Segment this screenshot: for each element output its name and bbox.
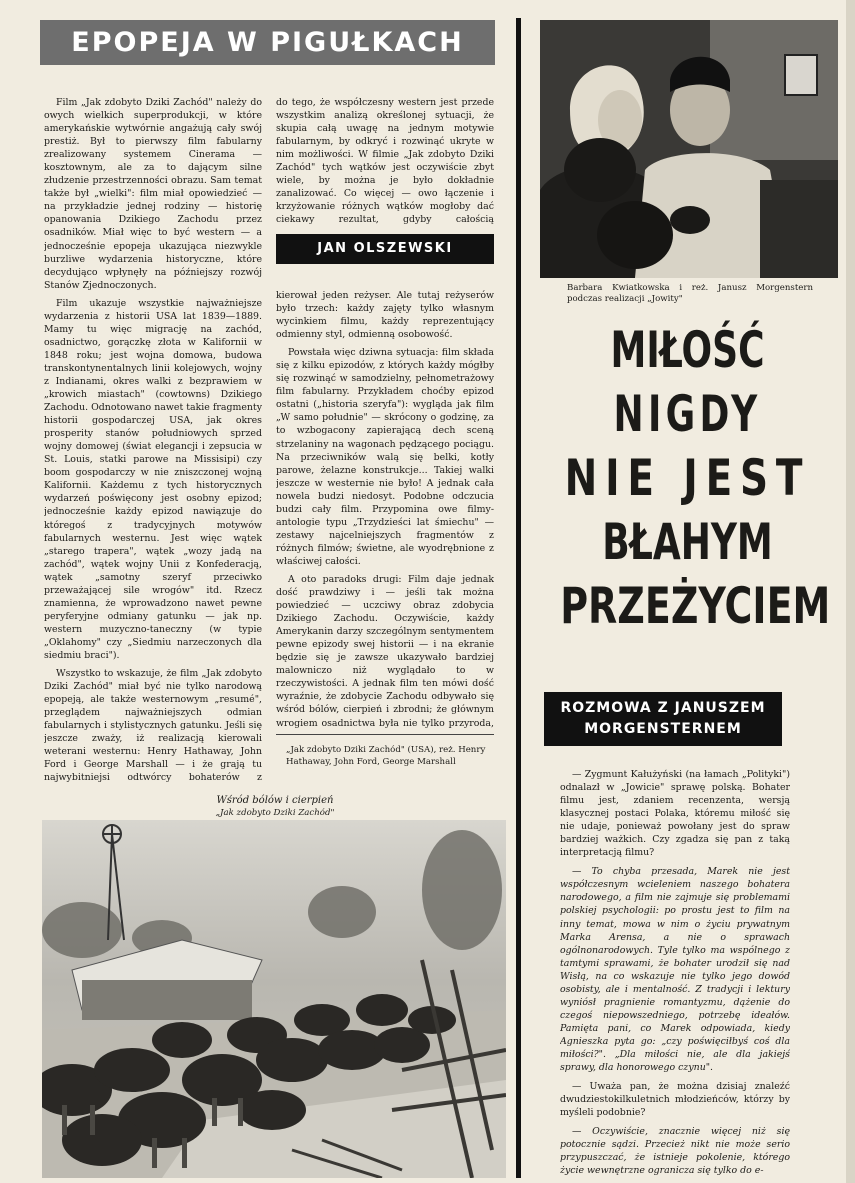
interview-answer: — To chyba przesada, Marek nie jest współczesnym wcieleniem naszego bohatera narodowego, a film nie zajmuje się problemami polskiej psychologii: po prostu jest to film na inny temat, mowa w nim o życiu prywatnym Marka Arensa, a nie o sprawach ogólnonarodowych. Tyle tylko ma wspólnego z tamtymi sprawami, że bohater urodził się nad Wisłą, na co wskazuje nie tylko jego dowód osobisty, ale i mentalność. Z tradycji i lektury wyniósł pragnienie romantyzmu, dążenie do czegoś niepowszedniego, potrzebę ideałów. Pamięta pani, co Marek odpowiada, kiedy Agnieszka pyta go: „czy poświęciłbyś coś dla miłości?". „Dla miłości nie, ale dla jakiejś sprawy, dla honorowego czynu". [560,866,790,1074]
photo-caption-subtitle: „Jak zdobyto Dziki Zachód" [215,808,335,818]
paragraph: kierował jeden reżyser. Ale tutaj reżyserów było trzech: każdy zajęty tylko własnym wycinkiem filmu, każdy reprezentujący odmienny styl, odmienną osobowość. [276,290,494,341]
interview-answer: — Oczywiście, znacznie więcej niż się potocznie sądzi. Przecież nikt nie może serio przypuszczać, że istnieje pokolenie, którego życie wewnętrzne ogranicza się tylko do e- [560,1126,790,1177]
headline-line: NIGDY [613,385,762,443]
paragraph: Film „Jak zdobyto Dziki Zachód" należy do owych wielkich superprodukcji, w które amerykańskie wytwórnie angażują cały swój prestiż. Był to pierwszy film fabularny zrealizowany systemem Cinerama — kosztownym, ale za to dającym silne złudzenie przestrzenności obrazu. Sam temat także był „wielki": film miał opowiedzieć — na przykładzie jednej rodziny — historię opanowania Dzikiego Zachodu przez osadników. Miał więc to być western — a jednocześnie epopeja ukazująca niezwykle burzliwe wydarzenia historyczne, które decydująco wpłynęły na późniejszy rozwój Stanów Zjednoczonych. [44,97,262,291]
article-column-2-top [276,96,494,224]
article-column-1 [44,96,262,786]
headline-line: NIE JEST [564,449,811,507]
headline-line: MIŁOŚĆ [610,321,765,379]
photo-caption-title: Wśród bólów i cierpień [216,795,334,806]
paragraph: Wszystko to wskazuje, że film „Jak zdobyto Dziki Zachód" miał być nie tylko narodową epopeją, ale także westernowym „resumé", przeglądem najważniejszych odmian fabularnych i stylistycznych gatunku. Jeśli się jeszcze zważy, iż realizacją kierowali weterani westernu: Henry Hathaway, John Ford i George Marshall — i że grają tu najwybitniejsi odtwórcy bohaterów z [44,668,262,784]
cattle-herd-illustration [42,820,506,1178]
photo-caption: Barbara Kwiatkowska i reż. Janusz Morgenstern podczas realizacji „Jowity" [567,283,813,304]
author-byline: JAN OLSZEWSKI [276,234,494,264]
headline-line: PRZEŻYCIEM [560,577,831,635]
director-actress-photo [540,20,838,278]
paragraph: Powstała więc dziwna sytuacja: film składa się z kilku epizodów, z których każdy mógłby się rozwinąć w samodzielny, pełnometrażowy film fabularny. Przykładem choćby epizod ostatni („historia szeryfa"): wygląda jak film „W samo południe" — skrócony o godzinę, za to wzbogacony zapierającą dech sceną strzelaniny na wagonach pędzącego pociągu. Na przeciwników walą się belki, kotły parowe, żelazne konstrukcje... Takiej walki jeszcze w westernie nie było! A jednak cała nowela budzi niedosyt. Podobne odczucia budzi cały film. Przypomina owe filmy-antologie typu „Trzydzieści lat śmiechu" — zestawy najcelniejszych fragmentów z różnych filmów; świetne, ale wyodrębnione z właściwej całości. [276,347,494,567]
article-column-2-bottom [276,289,494,729]
interview-headline [520,318,855,638]
divider [276,734,494,735]
interview-banner [544,692,782,746]
paragraph: Film ukazuje wszystkie najważniejsze wydarzenia z historii USA lat 1839—1889. Mamy tu więc migrację na zachód, osadnictwo, gorączkę złota w Kalifornii w 1848 roku; jest wojna domowa, budowa transkontynentalnych linii kolejowych, wojny z Indianami, okres walki z bezprawiem w „krowich miastach" (cowtowns) Dzikiego Zachodu. Odnotowano nawet takie fragmenty historii gospodarczej USA, jak okres prosperity stanów południowych sprzed wojny domowej (świat elegancji i zepsucia w St. Louis, statki parowe na Missisipi) czy boom gospodarczy w nie zniszczonej wojną Kalifornii. Każdemu z tych historycznych wydarzeń poświęcony jest osobny epizod; jednocześnie każdy epizod nawiązuje do któregoś z tradycyjnych motywów fabularnych westernu. Jest więc wątek „starego trapera", wątek „wozy jadą na zachód", wątek wojny Unii z Konfederacją, wątek „samotny szeryf przeciwko przeważającej sile wrogów" itd. Rzecz znamienna, że wprowadzono nawet pewne peryferyjne odmiany gatunku — jak np. western muzyczno-taneczny (w typie „Oklahomy" czy „Siedmiu narzeczonych dla siedmiu braci"). [44,297,262,661]
interview-banner-line: ROZMOWA Z JANUSZEM [560,700,766,716]
interview-question: — Uważa pan, że można dzisiaj znaleźć dwudziestokilkuletnich młodzieńców, którzy by myśleli podobnie? [560,1081,790,1119]
paragraph: do tego, że współczesny western jest przede wszystkim analizą określonej sytuacji, że skupia całą uwagę na jednym motywie fabularnym, by odkryć i rozwinąć ukryte w nim możliwości. W filmie „Jak zdobyto Dziki Zachód" tych wątków jest oczywiście zbyt wiele, by można je było dokładnie zanalizować. Co więcej — owo łączenie i krzyżowanie różnych wątków mogłoby dać ciekawy rezultat, gdyby całością [276,97,494,224]
headline-line: BŁAHYM [602,513,773,571]
cattle-herd-photo [42,820,506,1178]
paragraph: A oto paradoks drugi: Film daje jednak dość prawdziwy i — jeśli tak można powiedzieć — uczciwy obraz zdobycia Dzikiego Zachodu. Oczywiście, każdy Amerykanin darzy szczególnym sentymentem pewne epizody swej historii — i na ekranie będzie się je zawsze ukazywało bardziej malowniczo niż wyglądało to w rzeczywistości. A jednak film ten mówi dość wyraźnie, że zdobycie Zachodu odbywało się wśród bólów, cierpień i zbrodni; że głównym wrogiem osadnictwa była nie tylko przyroda, [276,573,494,729]
film-credits-note: „Jak zdobyto Dziki Zachód" (USA), reż. Henry Hathaway, John Ford, George Marshall [286,745,486,767]
interview-banner-line: MORGENSTERNEM [584,721,742,737]
page-edge [846,0,855,1183]
article-title: EPOPEJA W PIGUŁKACH [40,20,495,65]
interview-text [560,768,790,1178]
director-actress-illustration [540,20,838,278]
interview-question: — Zygmunt Kałużyński (na łamach „Polityki") odnalazł w „Jowicie" sprawę polską. Bohater filmu jest, zdaniem recenzenta, wersją klasycznej postaci Polaka, któremu miłość się nie udaje, ponieważ powołany jest do spraw bardziej ważkich. Czy zgadza się pan z taką interpretacją filmu? [560,769,790,859]
